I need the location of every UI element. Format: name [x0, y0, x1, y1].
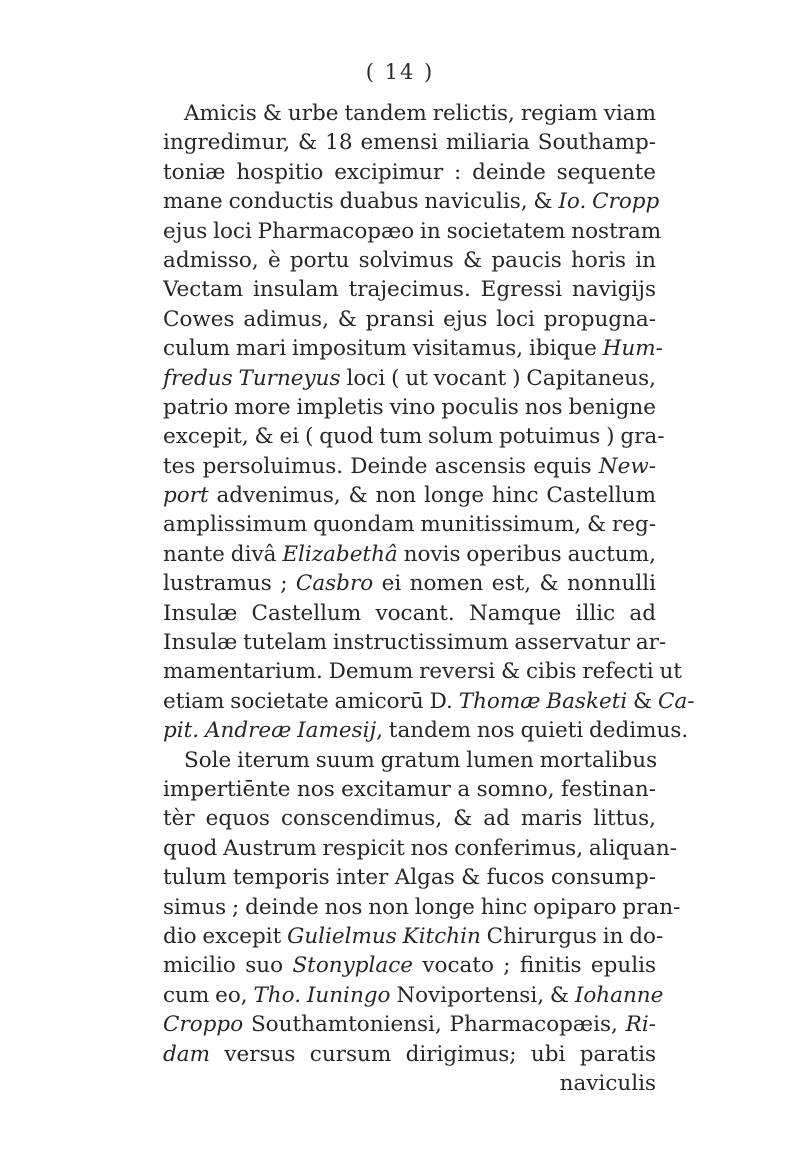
text-line: ejus loci Pharmacopæo in societatem nostram — [163, 218, 662, 244]
text-line: dam versus cursum dirigimus; ubi paratis — [163, 1041, 656, 1067]
body-text — [163, 99, 695, 1098]
text-line: excepit, & ei ( quod tum solum potuimus ) gra- — [163, 424, 665, 450]
text-line: lustramus ; Casbro ei nomen est, & nonnulli — [163, 571, 657, 597]
text-line: Amicis & urbe tandem relictis, regiam viam — [184, 101, 656, 126]
text-line: Vectam insulam trajecimus. Egressi navigijs — [163, 277, 656, 303]
text-line: ingredimur, & 18 emensi miliaria Southamp- — [163, 130, 656, 156]
text-line: toniæ hospitio excipimur : deinde sequente — [163, 159, 656, 185]
text-line: tulum temporis inter Algas & fucos consump- — [163, 865, 656, 891]
text-line: cum eo, Tho. Iuningo Noviportensi, & Iohanne — [163, 982, 664, 1008]
text-line: etiam societate amicorū D. Thomæ Basketi & Ca- — [163, 688, 695, 714]
text-line: mane conductis duabus naviculis, & Io. Cropp — [163, 189, 660, 215]
text-line: quod Austrum respicit nos conferimus, aliquan- — [163, 835, 677, 861]
text-line: Sole iterum suum gratum lumen mortalibus — [184, 747, 658, 773]
text-line: patrio more impletis vino poculis nos benigne — [163, 394, 656, 420]
text-line: Insulæ tutelam instructissimum asservatur ar- — [163, 630, 667, 656]
text-line: Cowes adimus, & pransi ejus loci propugna- — [163, 306, 656, 332]
text-line: Croppo Southamtoniensi, Pharmacopæis, Ri- — [163, 1012, 656, 1038]
text-line: culum mari impositum visitamus, ibique Hum- — [163, 336, 663, 362]
catchword: naviculis — [559, 1070, 656, 1096]
text-line: admisso, è portu solvimus & paucis horis in — [163, 247, 656, 273]
text-line: tes persoluimus. Deinde ascensis equis New- — [163, 453, 656, 479]
text-line: impertiēnte nos excitamur a somno, festinan- — [163, 776, 656, 802]
text-line: simus ; deinde nos non longe hinc opiparo pran- — [163, 894, 681, 920]
text-line: tèr equos conscendimus, & ad maris littus, — [163, 806, 656, 832]
text-line: amplissimum quondam munitissimum, & reg- — [163, 512, 657, 538]
text-line: pit. Andreæ Iamesij, tandem nos quieti dedimus. — [163, 718, 689, 744]
text-line: mamentarium. Demum reversi & cibis refecti ut — [163, 659, 682, 685]
text-line: micilio suo Stonyplace vocato ; finitis epulis — [163, 953, 656, 979]
text-line: fredus Turneyus loci ( ut vocant ) Capitaneus, — [163, 365, 657, 391]
page-number: ( 14 ) — [365, 60, 435, 84]
text-line: Insulæ Castellum vocant. Namque illic ad — [163, 600, 656, 626]
text-line: nante divâ Elizabethâ novis operibus auctum, — [163, 541, 656, 567]
text-line: dio excepit Gulielmus Kitchin Chirurgus in do- — [163, 923, 664, 949]
text-line: port advenimus, & non longe hinc Castellum — [163, 483, 656, 509]
